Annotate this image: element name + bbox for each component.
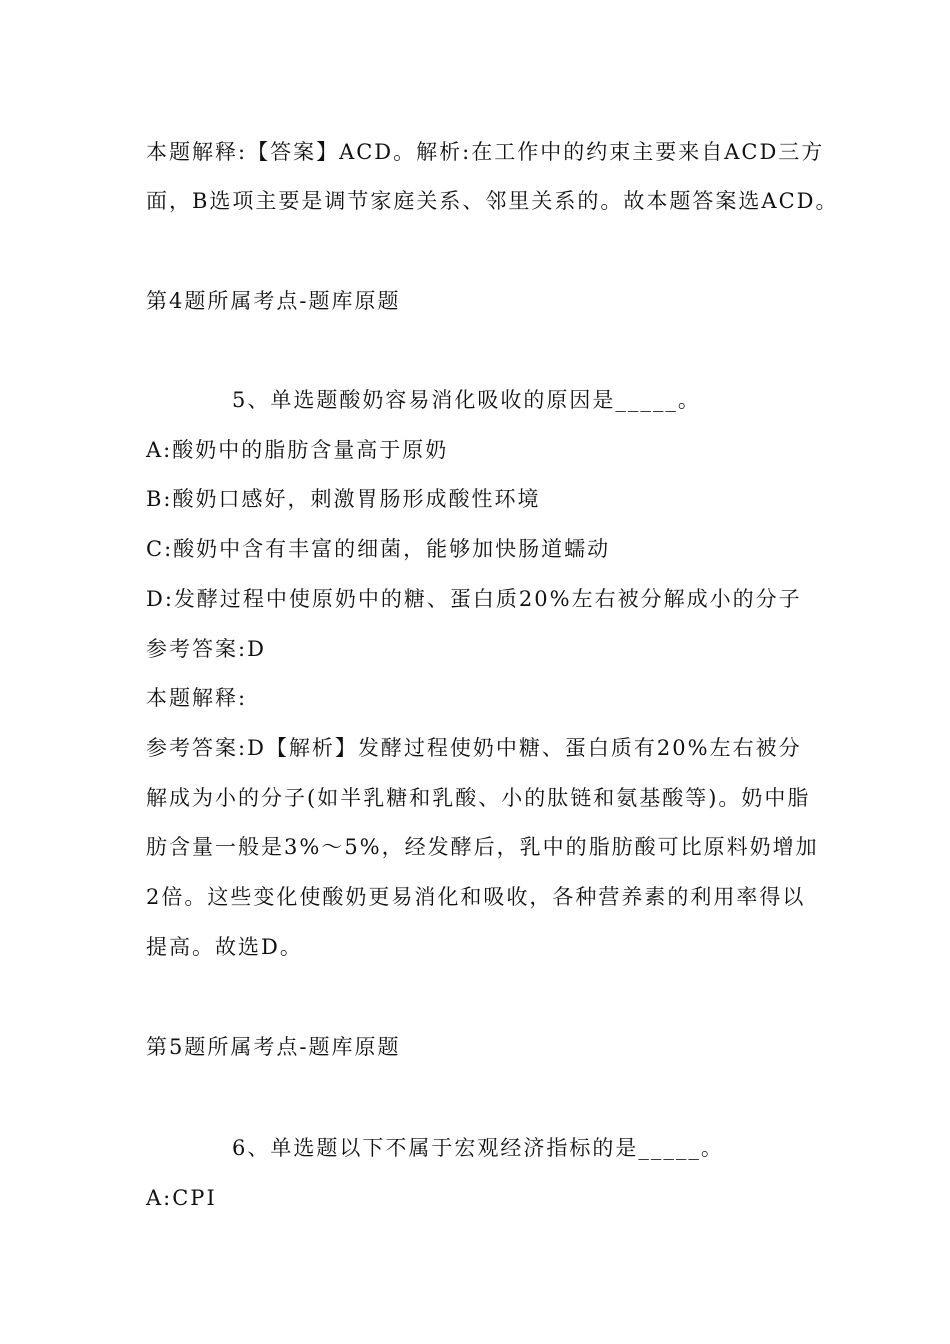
q3-explanation-line-2: 面，B选项主要是调节家庭关系、邻里关系的。故本题答案选ACD。 xyxy=(146,189,839,213)
q5-option-b: B:酸奶口感好，刺激胃肠形成酸性环境 xyxy=(146,487,541,511)
q5-explanation-line-1: 参考答案:D【解析】发酵过程使奶中糖、蛋白质有20%左右被分 xyxy=(146,736,802,760)
q5-source-label: 第5题所属考点-题库原题 xyxy=(146,1035,401,1059)
q5-option-a: A:酸奶中的脂肪含量高于原奶 xyxy=(146,438,449,462)
q5-explanation-line-2: 解成为小的分子(如半乳糖和乳酸、小的肽链和氨基酸等)。奶中脂 xyxy=(146,786,811,810)
q5-answer: 参考答案:D xyxy=(146,637,266,661)
q5-explanation-line-3: 肪含量一般是3%～5%，经发酵后，乳中的脂肪酸可比原料奶增加 xyxy=(146,835,819,859)
q5-option-c: C:酸奶中含有丰富的细菌，能够加快肠道蠕动 xyxy=(146,537,611,561)
q5-option-d: D:发酵过程中使原奶中的糖、蛋白质20%左右被分解成小的分子 xyxy=(146,587,802,611)
q5-explanation-line-4: 2倍。这些变化使酸奶更易消化和吸收，各种营养素的利用率得以 xyxy=(146,885,806,909)
q5-stem: 5、单选题酸奶容易消化吸收的原因是_____。 xyxy=(232,388,701,412)
q4-source-label: 第4题所属考点-题库原题 xyxy=(146,289,401,313)
q5-explanation-line-5: 提高。故选D。 xyxy=(146,935,303,959)
q6-option-a: A:CPI xyxy=(146,1186,217,1210)
q6-stem: 6、单选题以下不属于宏观经济指标的是_____。 xyxy=(232,1136,724,1160)
q5-explanation-label: 本题解释: xyxy=(146,686,248,710)
q3-explanation-line-1: 本题解释:【答案】ACD。解析:在工作中的约束主要来自ACD三方 xyxy=(146,140,825,164)
